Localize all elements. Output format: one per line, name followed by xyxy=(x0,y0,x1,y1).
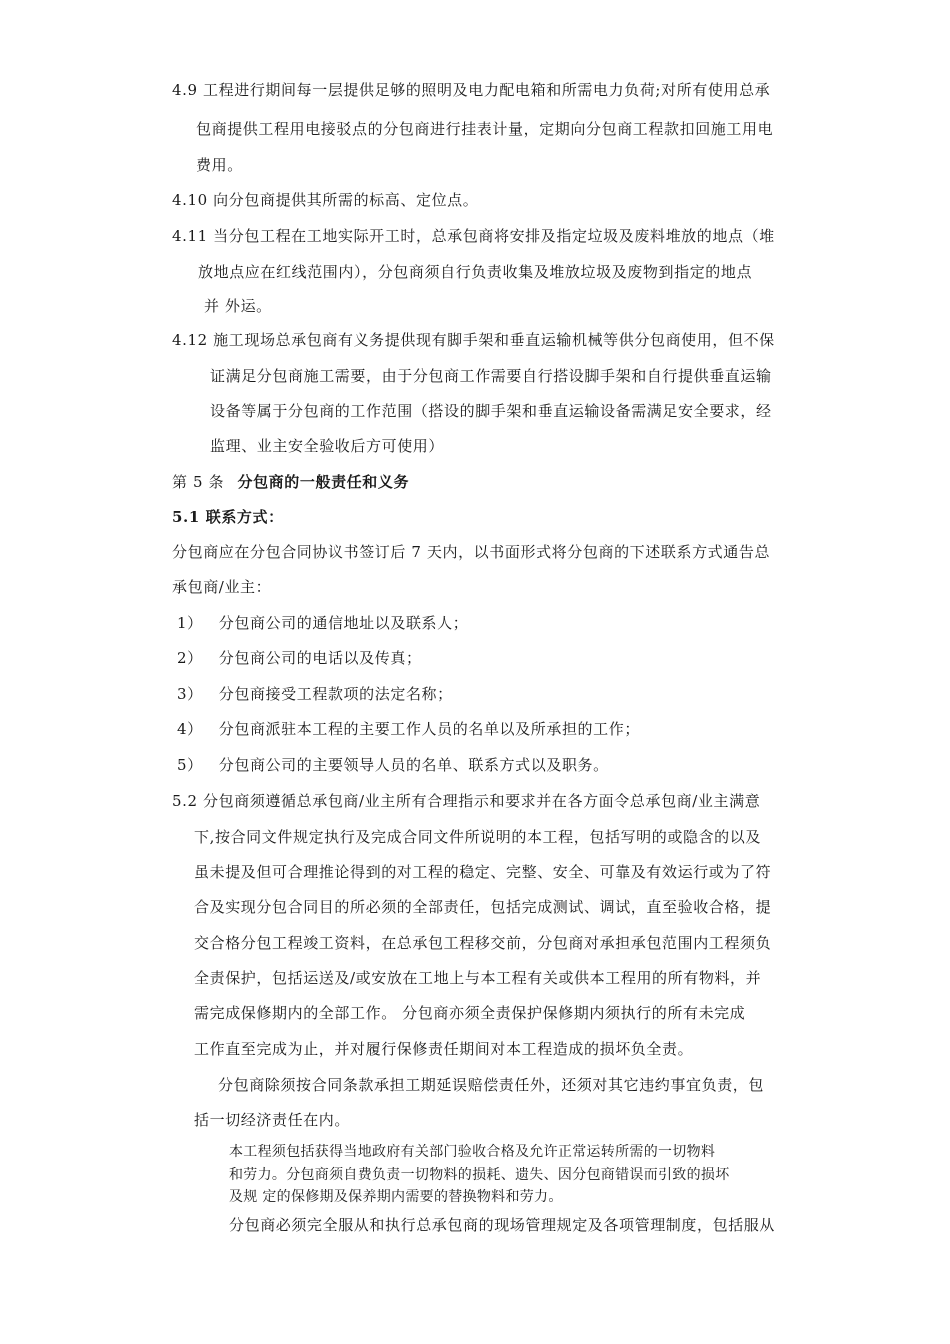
section-5-2-line-6: 全责保护，包括运送及/或安放在工地上与本工程有关或供本工程用的所有物料，并 xyxy=(194,969,762,987)
section-5-2-line-7: 需完成保修期内的全部工作。 分包商亦须全责保护保修期内须执行的所有未完成 xyxy=(194,1004,746,1022)
clause-4-11-line-2: 放地点应在红线范围内），分包商须自行负责收集及堆放垃圾及废物到指定的地点 xyxy=(198,263,753,281)
clause-4-9-line-3: 费用。 xyxy=(196,156,243,174)
clause-4-9-line-1: 4.9 工程进行期间每一层提供足够的照明及电力配电箱和所需电力负荷;对所有使用总承 xyxy=(172,81,771,99)
clause-4-11-line-1: 4.11 当分包工程在工地实际开工时，总承包商将安排及指定垃圾及废料堆放的地点（堆 xyxy=(172,227,775,245)
list-item xyxy=(177,613,468,633)
clause-4-12-line-1: 4.12 施工现场总承包商有义务提供现有脚手架和垂直运输机械等供分包商使用，但不保 xyxy=(172,331,775,349)
delay-paragraph-line-2: 括一切经济责任在内。 xyxy=(194,1111,351,1129)
list-item-number: 5） xyxy=(177,756,203,774)
list-item-number: 1） xyxy=(177,614,203,632)
list-item-text: 分包商公司的主要领导人员的名单、联系方式以及职务。 xyxy=(218,756,609,774)
list-item-number: 2） xyxy=(177,649,203,667)
list-item xyxy=(177,648,422,668)
list-item-text: 分包商公司的电话以及传真； xyxy=(218,649,422,667)
clause-4-9-line-2: 包商提供工程用电接驳点的分包商进行挂表计量，定期向分包商工程款扣回施工用电 xyxy=(196,120,774,138)
section-5-1-heading: 5.1 联系方式： xyxy=(172,508,284,526)
materials-paragraph-line-3: 及规 定的保修期及保养期内需要的替换物料和劳力。 xyxy=(229,1189,563,1205)
section-5-1-intro-line-1: 分包商应在分包合同协议书签订后 7 天内，以书面形式将分包商的下述联系方式通告总 xyxy=(172,543,771,561)
section-5-1-intro-line-2: 承包商/业主： xyxy=(172,578,272,596)
comply-paragraph-line-1: 分包商必须完全服从和执行总承包商的现场管理规定及各项管理制度，包括服从 xyxy=(229,1216,776,1234)
list-item-number: 3） xyxy=(177,685,203,703)
clause-4-12-line-2: 证满足分包商施工需要，由于分包商工作需要自行搭设脚手架和自行提供垂直运输 xyxy=(210,367,772,385)
list-item xyxy=(177,684,453,704)
article-5-title: 分包商的一般责任和义务 xyxy=(237,473,410,491)
section-5-2-line-5: 交合格分包工程竣工资料，在总承包工程移交前，分包商对承担承包范围内工程须负 xyxy=(194,934,772,952)
clause-4-12-line-3: 设备等属于分包商的工作范围（搭设的脚手架和垂直运输设备需满足安全要求，经 xyxy=(210,402,772,420)
list-item-text: 分包商派驻本工程的主要工作人员的名单以及所承担的工作； xyxy=(218,720,640,738)
section-5-2-line-8: 工作直至完成为止，并对履行保修责任期间对本工程造成的损坏负全责。 xyxy=(194,1040,694,1058)
list-item-number: 4） xyxy=(177,720,203,738)
materials-paragraph-line-1: 本工程须包括获得当地政府有关部门验收合格及允许正常运转所需的一切物料 xyxy=(229,1144,716,1160)
article-5-heading xyxy=(172,472,409,492)
list-item-text: 分包商公司的通信地址以及联系人； xyxy=(218,614,469,632)
section-5-2-line-3: 虽未提及但可合理推论得到的对工程的稳定、完整、安全、可靠及有效运行或为了符 xyxy=(194,863,772,881)
section-5-2-line-2: 下,按合同文件规定执行及完成合同文件所说明的本工程，包括写明的或隐含的以及 xyxy=(194,828,761,846)
section-5-2-line-1: 5.2 分包商须遵循总承包商/业主所有合理指示和要求并在各方面令总承包商/业主满意 xyxy=(172,792,761,810)
list-item xyxy=(177,719,640,739)
clause-4-12-line-4: 监理、业主安全验收后方可使用） xyxy=(210,437,445,455)
clause-4-10-line-1: 4.10 向分包商提供其所需的标高、定位点。 xyxy=(172,191,479,209)
section-5-2-line-4: 合及实现分包合同目的所必须的全部责任，包括完成测试、调试，直至验收合格，提 xyxy=(194,898,772,916)
materials-paragraph-line-2: 和劳力。分包商须自费负责一切物料的损耗、遗失、因分包商错误而引致的损坏 xyxy=(229,1167,730,1183)
article-5-prefix: 第 5 条 xyxy=(172,473,225,491)
list-item-text: 分包商接受工程款项的法定名称； xyxy=(218,685,453,703)
delay-paragraph-line-1: 分包商除须按合同条款承担工期延误赔偿责任外，还须对其它违约事宜负责，包 xyxy=(218,1076,765,1094)
list-item xyxy=(177,755,609,775)
clause-4-11-line-3: 并 外运。 xyxy=(204,297,272,315)
